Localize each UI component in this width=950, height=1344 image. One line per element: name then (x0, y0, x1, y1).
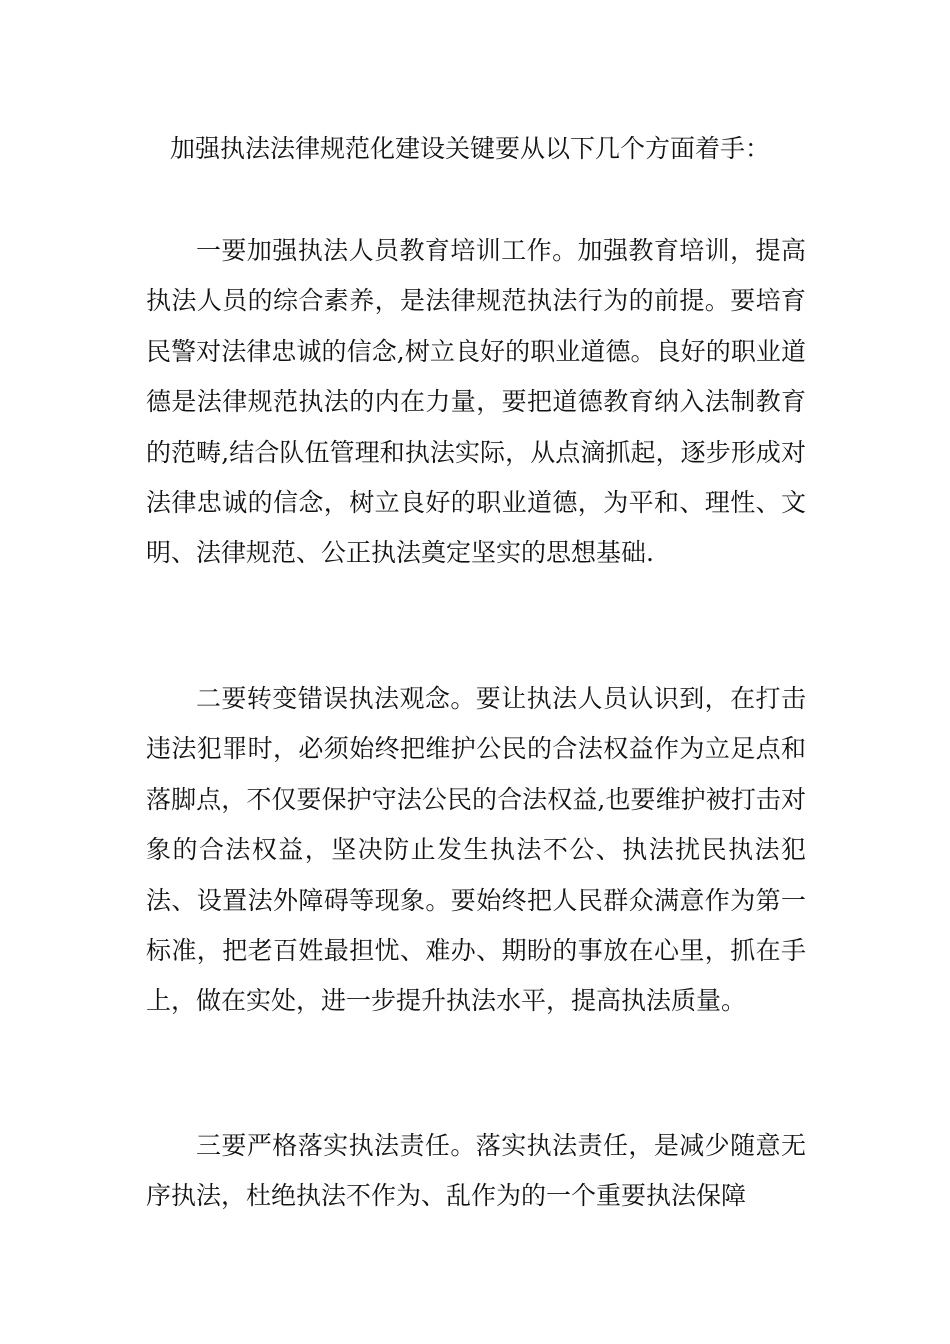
paragraph-education-training: 一要加强执法人员教育培训工作。加强教育培训，提高执法人员的综合素养，是法律规范执法行为的前提。要培育民警对法律忠诚的信念,树立良好的职业道德。良好的职业道德是法律规范执法的内在力量，要把道德教育纳入法制教育的范畴,结合队伍管理和执法实际，从点滴抓起，逐步形成对法律忠诚的信念，树立良好的职业道德，为平和、理性、文明、法律规范、公正执法奠定坚实的思想基础. (146, 236, 806, 568)
paragraph-responsibility: 三要严格落实执法责任。落实执法责任，是减少随意无序执法，杜绝执法不作为、乱作为的一个重要执法保障 (146, 1131, 806, 1211)
paragraph-change-concepts: 二要转变错误执法观念。要让执法人员认识到，在打击违法犯罪时，必须始终把维护公民的合法权益作为立足点和落脚点，不仅要保护守法公民的合法权益,也要维护被打击对象的合法权益，坚决防止发生执法不公、执法扰民执法犯法、设置法外障碍等现象。要始终把人民群众满意作为第一标准，把老百姓最担忧、难办、期盼的事放在心里，抓在手上，做在实处，进一步提升执法水平，提高执法质量。 (146, 684, 806, 1016)
document-heading: 加强执法法律规范化建设关键要从以下几个方面着手： (170, 134, 771, 163)
